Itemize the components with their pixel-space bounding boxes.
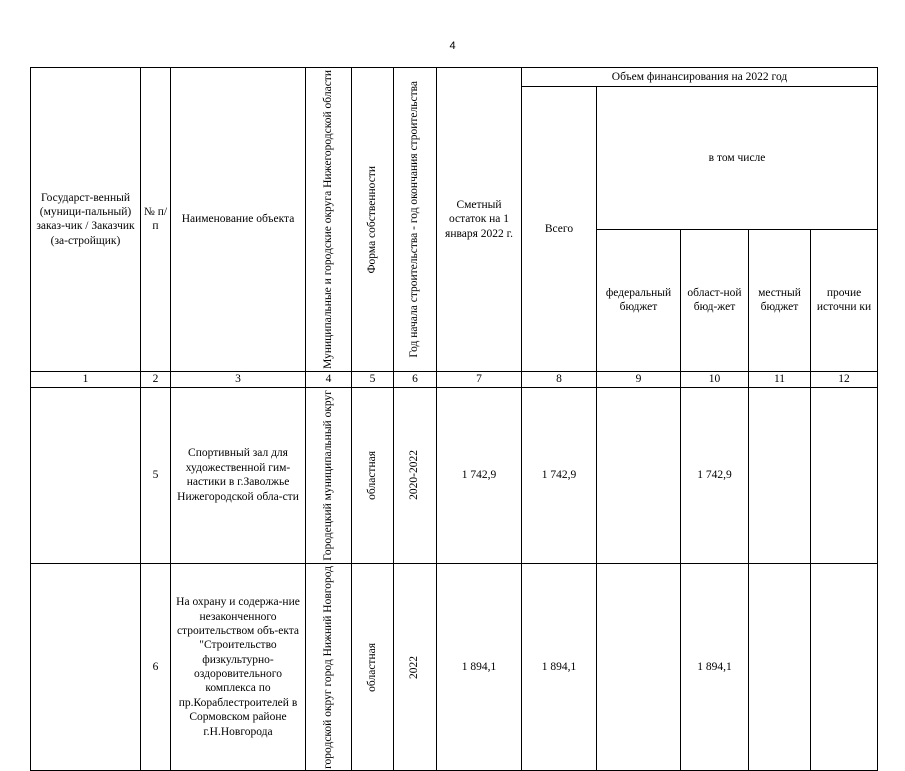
table-row <box>31 563 878 771</box>
header-ownership: Форма собственности <box>365 165 378 274</box>
header-object-name: Наименование объекта <box>171 68 306 372</box>
col-num: 12 <box>811 371 878 387</box>
cell-customer <box>31 387 141 563</box>
cell-ownership: областная <box>365 450 378 500</box>
cell-municipality: городской округ город Нижний Новгород <box>321 565 334 769</box>
cell-total: 1 894,1 <box>522 563 597 771</box>
cell-municipality: Городецкий муниципальный округ <box>321 389 334 561</box>
cell-regional: 1 894,1 <box>681 563 749 771</box>
col-num: 4 <box>306 371 352 387</box>
header-total: Всего <box>522 87 597 372</box>
header-other: прочие источни ки <box>811 229 878 371</box>
cell-other <box>811 387 878 563</box>
cell-local <box>749 563 811 771</box>
cell-years: 2022 <box>408 655 421 679</box>
cell-regional: 1 742,9 <box>681 387 749 563</box>
financing-table <box>30 67 878 771</box>
cell-total: 1 742,9 <box>522 387 597 563</box>
col-num: 11 <box>749 371 811 387</box>
header-federal: федеральный бюджет <box>597 229 681 371</box>
col-num: 6 <box>394 371 437 387</box>
cell-object-name: На охрану и содержа-ние незаконченного строительством объ-екта "Строительство физкультурно-оздоровительного комплекса по пр.Кораблестроителей в Сормовском районе г.Н.Новгорода <box>171 563 306 771</box>
cell-ownership: областная <box>365 642 378 692</box>
header-municipality: Муниципальные и городские округа Нижегородской области <box>321 70 334 369</box>
page-number: 4 <box>449 40 456 52</box>
cell-remainder: 1 894,1 <box>437 563 522 771</box>
col-num: 8 <box>522 371 597 387</box>
cell-remainder: 1 742,9 <box>437 387 522 563</box>
cell-num: 5 <box>141 387 171 563</box>
cell-num: 6 <box>141 563 171 771</box>
col-num: 2 <box>141 371 171 387</box>
header-financing: Объем финансирования на 2022 год <box>522 68 878 87</box>
col-num: 9 <box>597 371 681 387</box>
col-num: 3 <box>171 371 306 387</box>
col-num: 7 <box>437 371 522 387</box>
header-customer: Государст-венный (муници-пальный) заказ-чик / Заказчик (за-стройщик) <box>31 68 141 372</box>
header-remainder: Сметный остаток на 1 января 2022 г. <box>437 68 522 372</box>
cell-other <box>811 563 878 771</box>
cell-federal <box>597 563 681 771</box>
cell-years: 2020-2022 <box>408 450 421 501</box>
header-regional: област-ной бюд-жет <box>681 229 749 371</box>
header-including: в том числе <box>597 87 878 230</box>
cell-federal <box>597 387 681 563</box>
cell-local <box>749 387 811 563</box>
table-row <box>31 387 878 563</box>
cell-object-name: Спортивный зал для художественной гим-настики в г.Заволжье Нижегородской обла-сти <box>171 387 306 563</box>
header-years: Год начала строительства - год окончания строительства <box>408 81 421 358</box>
header-local: местный бюджет <box>749 229 811 371</box>
col-num: 1 <box>31 371 141 387</box>
col-num: 5 <box>352 371 394 387</box>
column-numbers-row <box>31 371 878 387</box>
header-num: № п/п <box>141 68 171 372</box>
col-num: 10 <box>681 371 749 387</box>
cell-customer <box>31 563 141 771</box>
